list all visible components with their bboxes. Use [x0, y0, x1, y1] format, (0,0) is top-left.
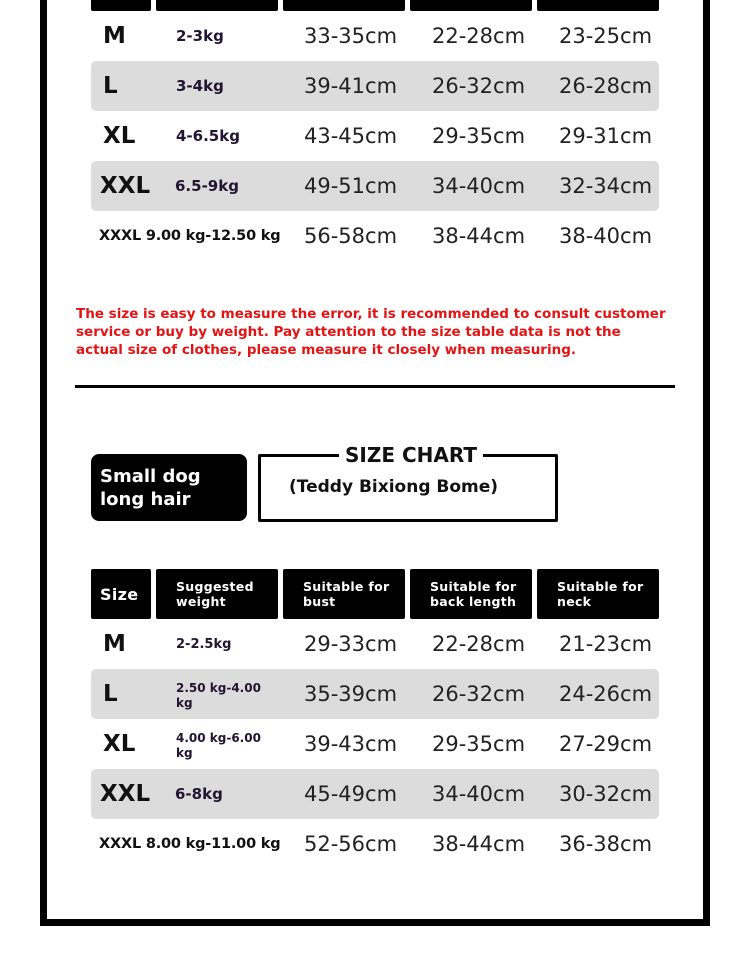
table-row — [91, 719, 659, 769]
weight-value: 2-2.5kg — [176, 636, 232, 652]
size-label: L — [103, 73, 118, 99]
weight-value: 4-6.5kg — [176, 127, 240, 145]
top-header-bust — [283, 0, 405, 11]
table-row — [91, 669, 659, 719]
table-row — [91, 161, 659, 211]
weight-value: 2-3kg — [176, 27, 224, 45]
neck-value: 27-29cm — [559, 732, 653, 756]
weight-value: 3-4kg — [176, 77, 224, 95]
table-row — [91, 769, 659, 819]
size-label: XL — [103, 731, 136, 757]
header-back-length: Suitable for back length — [410, 569, 532, 619]
bust-value: 39-41cm — [304, 74, 398, 98]
back-length-value: 38-44cm — [432, 224, 526, 248]
back-length-value: 22-28cm — [432, 632, 526, 656]
neck-value: 21-23cm — [559, 632, 653, 656]
bust-value: 35-39cm — [304, 682, 398, 706]
measurement-note: The size is easy to measure the error, it is recommended to consult customer service or buy by weight. Pay attention to the size table data is not the actual size of clothes, please measure it closely when measuring. — [76, 306, 666, 358]
top-header-weight — [156, 0, 278, 11]
size-label: M — [103, 631, 126, 657]
size-label: XXL — [100, 781, 151, 807]
bust-value: 45-49cm — [304, 782, 398, 806]
neck-value: 26-28cm — [559, 74, 653, 98]
neck-value: 24-26cm — [559, 682, 653, 706]
badge-line-1: Small dog — [100, 466, 201, 487]
table-row — [91, 211, 659, 261]
back-length-value: 29-35cm — [432, 124, 526, 148]
back-length-value: 34-40cm — [432, 782, 526, 806]
neck-value: 32-34cm — [559, 174, 653, 198]
size-weight-label: XXXL 9.00 kg-12.50 kg — [99, 228, 281, 244]
bottom-table-header — [91, 569, 659, 619]
back-length-value: 26-32cm — [432, 74, 526, 98]
table-row — [91, 11, 659, 61]
size-label: L — [103, 681, 118, 707]
neck-value: 30-32cm — [559, 782, 653, 806]
size-weight-label: XXXL 8.00 kg-11.00 kg — [99, 836, 281, 852]
top-header-size — [91, 0, 151, 11]
weight-value: 6.5-9kg — [175, 177, 239, 195]
size-chart-box — [258, 443, 558, 522]
bust-value: 56-58cm — [304, 224, 398, 248]
bust-value: 52-56cm — [304, 832, 398, 856]
table-row — [91, 619, 659, 669]
back-length-value: 29-35cm — [432, 732, 526, 756]
section-divider — [75, 385, 675, 388]
table-row — [91, 111, 659, 161]
bust-value: 49-51cm — [304, 174, 398, 198]
table-row — [91, 61, 659, 111]
size-chart-title: SIZE CHART — [339, 443, 483, 467]
header-size: Size — [91, 569, 151, 619]
back-length-value: 34-40cm — [432, 174, 526, 198]
header-neck: Suitable for neck — [537, 569, 659, 619]
back-length-value: 38-44cm — [432, 832, 526, 856]
badge-line-2: long hair — [100, 489, 191, 510]
bust-value: 33-35cm — [304, 24, 398, 48]
size-chart-subtitle: (Teddy Bixiong Bome) — [289, 477, 499, 497]
neck-value: 29-31cm — [559, 124, 653, 148]
bust-value: 29-33cm — [304, 632, 398, 656]
neck-value: 38-40cm — [559, 224, 653, 248]
dog-type-badge — [91, 454, 247, 521]
back-length-value: 22-28cm — [432, 24, 526, 48]
bust-value: 39-43cm — [304, 732, 398, 756]
neck-value: 23-25cm — [559, 24, 653, 48]
bust-value: 43-45cm — [304, 124, 398, 148]
weight-value: 4.00 kg-6.00 kg — [176, 731, 261, 760]
top-header-back — [410, 0, 532, 11]
weight-value: 6-8kg — [175, 785, 223, 803]
size-label: XL — [103, 123, 136, 149]
header-bust: Suitable for bust — [283, 569, 405, 619]
table-row — [91, 819, 659, 869]
size-label: XXL — [100, 173, 151, 199]
back-length-value: 26-32cm — [432, 682, 526, 706]
top-header-neck — [537, 0, 659, 11]
top-table-header — [91, 0, 659, 11]
neck-value: 36-38cm — [559, 832, 653, 856]
weight-value: 2.50 kg-4.00 kg — [176, 681, 261, 710]
size-label: M — [103, 23, 126, 49]
header-suggested-weight: Suggested weight — [156, 569, 278, 619]
